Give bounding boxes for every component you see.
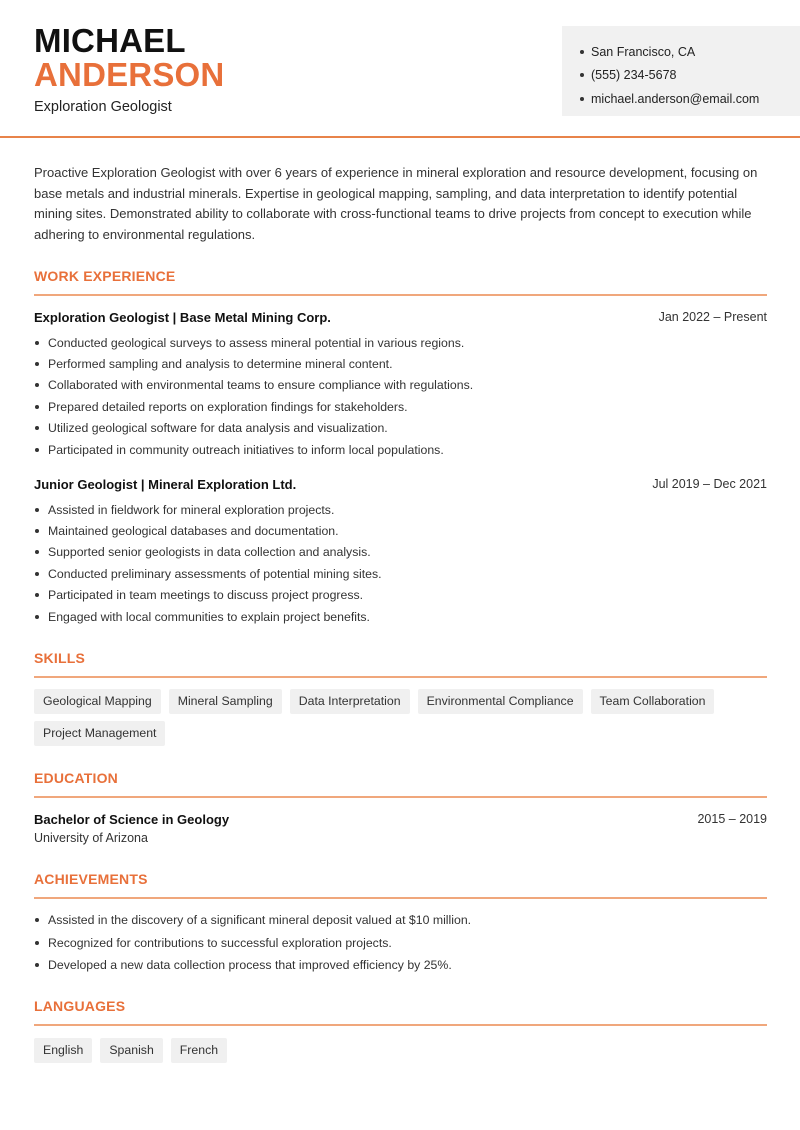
list-item bbox=[34, 563, 767, 584]
last-name: ANDERSON bbox=[34, 56, 225, 93]
education-dates: 2015 – 2019 bbox=[697, 812, 767, 826]
summary-paragraph: Proactive Exploration Geologist with over 6 years of experience in mineral exploration and resource development, focusing on base metals and industrial minerals. Expertise in geological mapping, sampling, and data interpretation to identify potential mining sites. Demonstrated ability to collaborate with cross-functional teams to drive projects from concept to execution while adhering to environmental regulations. bbox=[34, 165, 758, 243]
bullet-icon bbox=[35, 572, 39, 576]
contact-email bbox=[580, 87, 800, 111]
list-item bbox=[34, 439, 767, 460]
bullet-icon bbox=[35, 615, 39, 619]
list-item bbox=[34, 332, 767, 353]
language-tags bbox=[34, 1038, 767, 1063]
achievement-bullets bbox=[34, 909, 767, 977]
job-title: Exploration Geologist bbox=[34, 99, 172, 115]
first-name: MICHAEL bbox=[34, 22, 186, 59]
job-header bbox=[34, 310, 767, 325]
bullet-icon bbox=[35, 362, 39, 366]
list-item bbox=[34, 418, 767, 439]
list-item bbox=[34, 606, 767, 627]
resume-header bbox=[0, 0, 800, 138]
skill-tag: Data Interpretation bbox=[290, 689, 410, 714]
list-item bbox=[34, 932, 767, 955]
bullet-icon bbox=[35, 383, 39, 387]
location-text: San Francisco, CA bbox=[591, 44, 696, 59]
job-header bbox=[34, 477, 767, 492]
bullet-icon bbox=[580, 50, 584, 54]
skill-tag: Project Management bbox=[34, 721, 165, 746]
bullet-text: Assisted in fieldwork for mineral exploration projects. bbox=[48, 502, 335, 517]
bullet-icon bbox=[580, 97, 584, 101]
list-item bbox=[34, 396, 767, 417]
section-title-languages: LANGUAGES bbox=[34, 998, 126, 1014]
bullet-text: Developed a new data collection process that improved efficiency by 25%. bbox=[48, 958, 452, 973]
degree: Bachelor of Science in Geology bbox=[34, 812, 230, 827]
list-item bbox=[34, 353, 767, 374]
skill-tag: Environmental Compliance bbox=[418, 689, 583, 714]
contact-location bbox=[580, 40, 800, 64]
language-tag: English bbox=[34, 1038, 92, 1063]
job-dates: Jan 2022 – Present bbox=[658, 310, 767, 324]
section-divider bbox=[34, 1024, 767, 1026]
list-item bbox=[34, 499, 767, 520]
job-role: Junior Geologist | Mineral Exploration Ltd. bbox=[34, 477, 297, 492]
bullet-text: Collaborated with environmental teams to ensure compliance with regulations. bbox=[48, 378, 474, 393]
skill-tag: Geological Mapping bbox=[34, 689, 161, 714]
education-header bbox=[34, 812, 767, 827]
bullet-text: Conducted geological surveys to assess mineral potential in various regions. bbox=[48, 335, 465, 350]
contact-box bbox=[562, 26, 800, 116]
bullet-text: Maintained geological databases and documentation. bbox=[48, 524, 339, 539]
list-item bbox=[34, 520, 767, 541]
phone-text: (555) 234-5678 bbox=[591, 68, 677, 83]
bullet-text: Participated in team meetings to discuss project progress. bbox=[48, 588, 364, 603]
skills-tags bbox=[34, 689, 767, 746]
bullet-text: Utilized geological software for data analysis and visualization. bbox=[48, 421, 388, 436]
bullet-icon bbox=[580, 73, 584, 77]
job-bullets bbox=[34, 332, 767, 460]
section-divider bbox=[34, 796, 767, 798]
bullet-icon bbox=[35, 941, 39, 945]
bullet-text: Recognized for contributions to successful exploration projects. bbox=[48, 935, 392, 950]
bullet-text: Supported senior geologists in data collection and analysis. bbox=[48, 545, 371, 560]
bullet-icon bbox=[35, 593, 39, 597]
bullet-text: Prepared detailed reports on exploration findings for stakeholders. bbox=[48, 399, 408, 414]
skill-tag: Team Collaboration bbox=[591, 689, 715, 714]
job-role: Exploration Geologist | Base Metal Mining Corp. bbox=[34, 310, 331, 325]
bullet-text: Participated in community outreach initiatives to inform local populations. bbox=[48, 442, 444, 457]
email-link[interactable]: michael.anderson@email.com bbox=[591, 91, 760, 106]
section-divider bbox=[34, 676, 767, 678]
language-tag: Spanish bbox=[100, 1038, 162, 1063]
bullet-icon bbox=[35, 426, 39, 430]
bullet-icon bbox=[35, 529, 39, 533]
school: University of Arizona bbox=[34, 831, 148, 845]
bullet-text: Performed sampling and analysis to determine mineral content. bbox=[48, 357, 393, 372]
bullet-icon bbox=[35, 550, 39, 554]
job-dates: Jul 2019 – Dec 2021 bbox=[652, 477, 767, 491]
list-item bbox=[34, 585, 767, 606]
bullet-icon bbox=[35, 963, 39, 967]
section-title-work: WORK EXPERIENCE bbox=[34, 268, 176, 284]
section-title-skills: SKILLS bbox=[34, 650, 85, 666]
job-bullets bbox=[34, 499, 767, 627]
list-item bbox=[34, 542, 767, 563]
skill-tag: Mineral Sampling bbox=[169, 689, 282, 714]
bullet-icon bbox=[35, 448, 39, 452]
section-divider bbox=[34, 897, 767, 899]
list-item bbox=[34, 375, 767, 396]
bullet-text: Conducted preliminary assessments of potential mining sites. bbox=[48, 566, 382, 581]
list-item bbox=[34, 909, 767, 932]
bullet-icon bbox=[35, 341, 39, 345]
section-title-achievements: ACHIEVEMENTS bbox=[34, 871, 148, 887]
bullet-icon bbox=[35, 508, 39, 512]
list-item bbox=[34, 954, 767, 977]
bullet-icon bbox=[35, 918, 39, 922]
section-title-education: EDUCATION bbox=[34, 770, 118, 786]
contact-phone bbox=[580, 64, 800, 88]
bullet-text: Assisted in the discovery of a significant mineral deposit valued at $10 million. bbox=[48, 913, 472, 928]
bullet-text: Engaged with local communities to explain project benefits. bbox=[48, 609, 370, 624]
bullet-icon bbox=[35, 405, 39, 409]
language-tag: French bbox=[171, 1038, 227, 1063]
section-divider bbox=[34, 294, 767, 296]
